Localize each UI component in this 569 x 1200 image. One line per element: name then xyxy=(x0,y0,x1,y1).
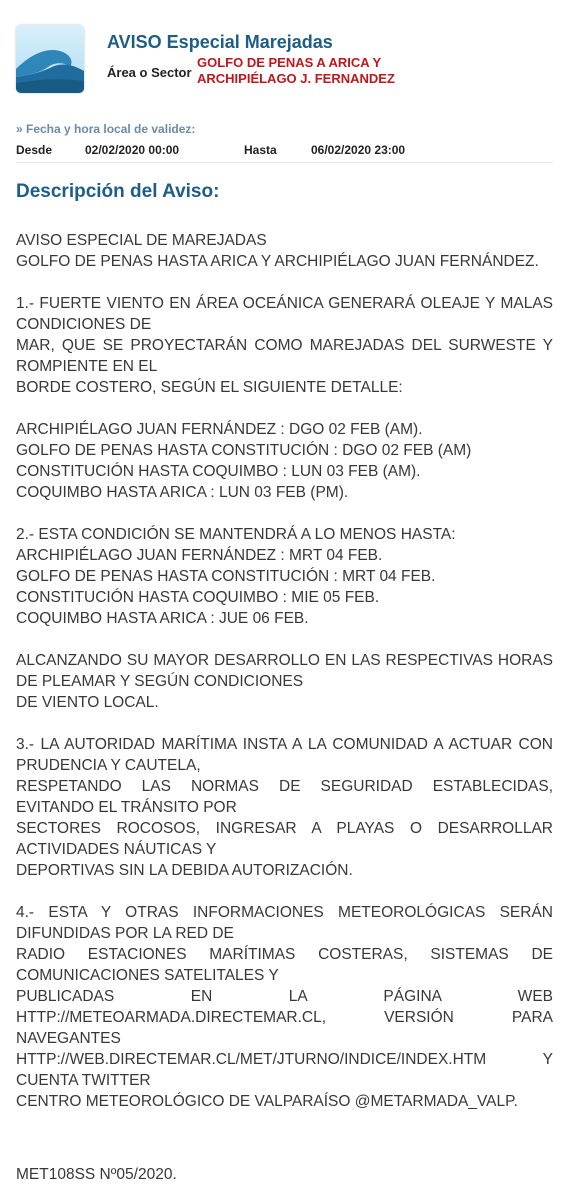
description-line: SECTORES ROCOSOS, INGRESAR A PLAYAS O DESARROLLAR ACTIVIDADES NÁUTICAS Y xyxy=(16,820,553,858)
validity-title: » Fecha y hora local de validez: xyxy=(16,122,196,136)
area-label: Área o Sector xyxy=(107,65,192,80)
description-line: 3.- LA AUTORIDAD MARÍTIMA INSTA A LA COMUNIDAD A ACTUAR CON PRUDENCIA Y CAUTELA, xyxy=(16,736,553,774)
description-line: 1.- FUERTE VIENTO EN ÁREA OCEÁNICA GENERARÁ OLEAJE Y MALAS CONDICIONES DE xyxy=(16,295,553,333)
description-line: GOLFO DE PENAS HASTA CONSTITUCIÓN : DGO 02 FEB (AM) xyxy=(16,442,472,459)
description-line: RADIO ESTACIONES MARÍTIMAS COSTERAS, SISTEMAS DE COMUNICACIONES SATELITALES Y xyxy=(16,946,553,984)
description-line: DEPORTIVAS SIN LA DEBIDA AUTORIZACIÓN. xyxy=(16,862,353,879)
validity-section xyxy=(0,100,569,162)
description-body xyxy=(16,230,553,1133)
description-line: GOLFO DE PENAS HASTA ARICA Y ARCHIPIÉLAGO JUAN FERNÁNDEZ. xyxy=(16,253,539,270)
desde-label: Desde xyxy=(16,143,53,157)
description-line: PUBLICADAS EN LA PÁGINA WEB HTTP://METEOARMADA.DIRECTEMAR.CL, VERSIÓN PARA NAVEGANTES xyxy=(16,988,553,1047)
description-title: Descripción del Aviso: xyxy=(16,181,220,202)
hasta-label: Hasta xyxy=(244,143,277,157)
description-line: ARCHIPIÉLAGO JUAN FERNÁNDEZ : MRT 04 FEB. xyxy=(16,547,383,564)
description-line: ARCHIPIÉLAGO JUAN FERNÁNDEZ : DGO 02 FEB (AM). xyxy=(16,421,423,438)
description-line: GOLFO DE PENAS HASTA CONSTITUCIÓN : MRT 04 FEB. xyxy=(16,568,436,585)
description-paragraph xyxy=(16,419,553,503)
description-line: RESPETANDO LAS NORMAS DE SEGURIDAD ESTABLECIDAS, EVITANDO EL TRÁNSITO POR xyxy=(16,778,553,816)
description-line: ALCANZANDO SU MAYOR DESARROLLO EN LAS RESPECTIVAS HORAS DE PLEAMAR Y SEGÚN CONDICIONES xyxy=(16,652,553,690)
divider xyxy=(16,162,553,163)
description-line: AVISO ESPECIAL DE MAREJADAS xyxy=(16,232,267,249)
description-paragraph xyxy=(16,524,553,629)
description-line: 4.- ESTA Y OTRAS INFORMACIONES METEOROLÓGICAS SERÁN DIFUNDIDAS POR LA RED DE xyxy=(16,904,553,942)
area-value-line: ARCHIPIÉLAGO J. FERNANDEZ xyxy=(197,71,395,86)
description-line: CONSTITUCIÓN HASTA COQUIMBO : LUN 03 FEB (AM). xyxy=(16,463,421,480)
description-line: CONSTITUCIÓN HASTA COQUIMBO : MIE 05 FEB. xyxy=(16,589,380,606)
description-line: COQUIMBO HASTA ARICA : LUN 03 FEB (PM). xyxy=(16,484,349,501)
hasta-value: 06/02/2020 23:00 xyxy=(311,143,406,157)
description-line: HTTP://WEB.DIRECTEMAR.CL/MET/JTURNO/INDICE/INDEX.HTM Y CUENTA TWITTER xyxy=(16,1051,553,1089)
description-paragraph xyxy=(16,650,553,713)
wave-icon xyxy=(16,25,84,93)
description-line: CENTRO METEOROLÓGICO DE VALPARAÍSO @METARMADA_VALP. xyxy=(16,1093,518,1110)
description-paragraph xyxy=(16,230,553,272)
description-line: BORDE COSTERO, SEGÚN EL SIGUIENTE DETALLE: xyxy=(16,379,403,396)
description-paragraph xyxy=(16,734,553,881)
description-line: 2.- ESTA CONDICIÓN SE MANTENDRÁ A LO MENOS HASTA: xyxy=(16,526,456,543)
description-paragraph xyxy=(16,902,553,1112)
description-paragraph xyxy=(16,293,553,398)
description-line: MAR, QUE SE PROYECTARÁN COMO MAREJADAS DEL SURWESTE Y ROMPIENTE EN EL xyxy=(16,337,553,375)
area-value xyxy=(197,55,395,87)
description-line: COQUIMBO HASTA ARICA : JUE 06 FEB. xyxy=(16,610,309,627)
desde-value: 02/02/2020 00:00 xyxy=(85,143,180,157)
area-value-line: GOLFO DE PENAS A ARICA Y xyxy=(197,55,382,70)
description-line: DE VIENTO LOCAL. xyxy=(16,694,159,711)
footer-code: MET108SS Nº05/2020. xyxy=(16,1166,177,1183)
header xyxy=(0,0,569,100)
page-title: AVISO Especial Marejadas xyxy=(107,32,333,52)
